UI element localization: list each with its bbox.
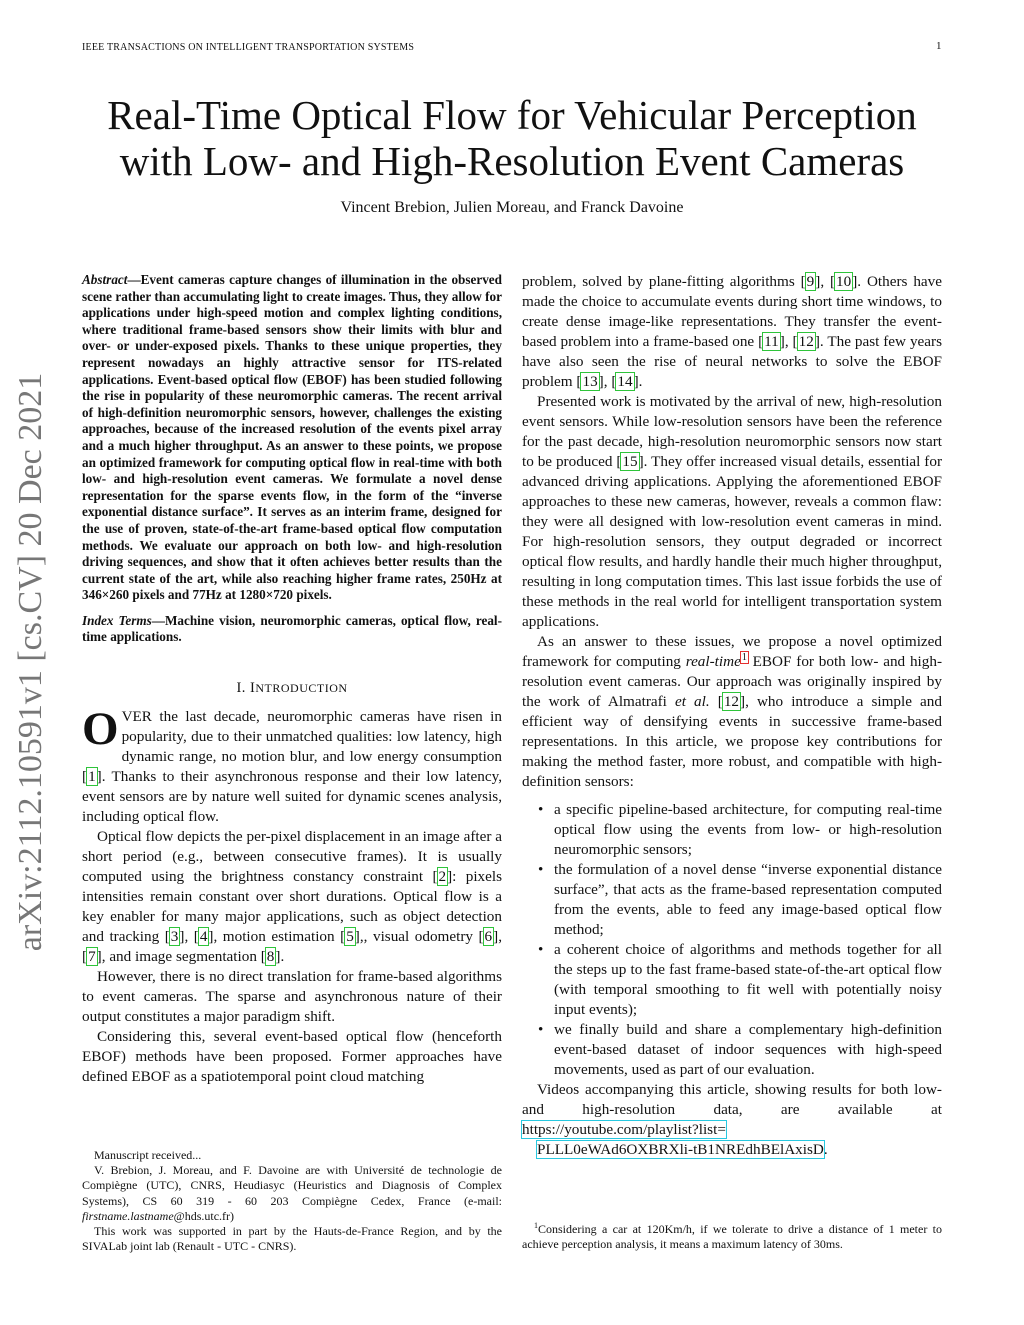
text-run: . — [638, 373, 643, 390]
left-footnotes — [82, 1148, 502, 1254]
citation-link[interactable]: 13 — [582, 373, 598, 390]
footnote-affiliation — [82, 1163, 502, 1224]
index-terms-text: —Machine vision, neuromorphic cameras, optical flow, real-time applications. — [82, 612, 502, 645]
text-run: problem, solved by plane-fitting algorithms — [522, 273, 801, 290]
text-run: , visual odometry — [363, 928, 479, 946]
footnote-mark: 1 — [534, 1221, 538, 1230]
citation-link[interactable]: 5 — [346, 928, 354, 946]
text-run: . Others have made the choice to accumulate events during short time windows, to create dense image-like representations. They transfer the event-based problem into a frame-based one — [522, 273, 942, 350]
page-number: 1 — [936, 40, 942, 52]
text-run: V. Brebion, J. Moreau, and F. Davoine are with Université de technologie de Compiègne (UTC), CNRS, Heudiasyc (Heuristics and Diagnosis of Complex Systems), CS 60 319 - 60 203 Compiègne Cedex, France (e-mail: — [82, 1163, 502, 1208]
section-rest: NTRODUCTION — [255, 681, 348, 696]
section-numeral: I. — [236, 680, 251, 697]
intro-paragraph-2: Optical flow depicts the per-pixel displacement in an image after a short period (e.g., between consecutive frames). It is usually computed using the brightness constancy constraint [2]: pixels intensities remain constant over short durations. Optical flow is a key enabler for many major applications, such as object detection and tracking [3], [4], motion estimation [5],, visual odometry [6], [7], and image segmentation [8]. — [82, 828, 503, 966]
text-run: et al. — [674, 693, 710, 710]
intro-paragraph-4: Considering this, several event-based optical flow (henceforth EBOF) methods have been proposed. Former approaches have defined EBOF as a spatiotemporal point cloud matching — [82, 1028, 502, 1086]
section-heading-introduction — [82, 678, 502, 698]
left-column — [82, 272, 502, 1087]
text-run: Videos accompanying this article, showing results for both low- and high-resolution data, are available at — [522, 1081, 942, 1118]
videos-paragraph — [522, 1080, 942, 1140]
contribution-item: • we finally build and share a complementary high-definition event-based dataset of indoor sequences with high-speed movements, used as part of our evaluation. — [554, 1020, 942, 1080]
videos-paragraph-end — [522, 1140, 942, 1160]
author-list: Vincent Brebion, Julien Moreau, and Franck Davoine — [340, 199, 684, 216]
text-run: . They offer increased visual details, essential for advanced driving applications. Applying the aforementioned EBOF approaches to these new cameras, however, reveals a common flaw: they were all designed with low-resolution event cameras in mind. For high-resolution sensors, they output degraded or incorrect optical flow results, and hardly handle their much higher throughput, resulting in long computation times. This last issue forbids the use of these methods in the real world for intelligent transportation system applications. — [522, 453, 942, 630]
text-run: . The past few years have also seen the rise of neural networks to solve the EBOF problem — [522, 333, 942, 390]
intro-paragraph-3: However, there is no direct translation for frame-based algorithms to event cameras. The sparse and asynchronous nature of their output constitutes a major paradigm shift. — [82, 968, 502, 1026]
citation-link[interactable]: 3 — [170, 928, 179, 946]
text-run: . Thanks to their asynchronous response and their low latency, event sensors are by nature well suited for dynamic scenes analysis, including optical flow. — [82, 768, 502, 826]
citation-link[interactable]: 10 — [836, 273, 852, 290]
text-run — [710, 693, 718, 710]
text-run: Optical flow depicts the per-pixel displacement in an image after a short period (e.g., between consecutive frames). It is usually computed using the brightness constancy constraint — [82, 828, 502, 886]
footnote-received: Manuscript received... — [94, 1148, 202, 1162]
abstract-text: —Event cameras capture changes of illumination in the observed scene rather than accumulating light to create images. Thus, they allow for applications under high-speed motion and complex lighting conditions, where traditional frame-based sensors show their limits with blur and over- or under-exposed pixels. Thanks to these unique properties, they represent nowadays an highly attractive sensor for ITS-related applications. Event-based optical flow (EBOF) has been studied following the rise in popularity of these neuromorphic cameras. The recent arrival of high-definition neuromorphic sensors, however, challenges the existing approaches, because of the increased resolution of the events pixel array and a much higher throughput. As an answer to these points, we propose an optimized framework for computing optical flow in real-time with both low- and high-resolution event cameras. We formulate a novel dense representation for the sparse events flow, in the form of the “inverse exponential distance surface”. It serves as an interim frame, designed for the use of proven, state-of-the-art frame-based optical flow computation methods. We evaluate our approach on both low- and high-resolution driving sequences, and show that it often achieves better results than the current state of the art, while also reaching higher frame rates, 250Hz at 346×260 pixels and 77Hz at 1280×720 pixels. — [82, 272, 502, 603]
citation-link[interactable]: 12 — [723, 693, 739, 710]
contribution-item: • a coherent choice of algorithms and methods together for all the steps up to the fast frame-based state-of-the-art optical flow (with temporal smoothing to fit well with potentially noisy input events); — [554, 940, 942, 1020]
citation-link[interactable]: 9 — [806, 273, 815, 290]
journal-header: IEEE TRANSACTIONS ON INTELLIGENT TRANSPORTATION SYSTEMS — [82, 42, 415, 53]
footnote-marker-link[interactable]: 1 — [741, 651, 747, 663]
arxiv-stamp — [3, 355, 59, 970]
text-run: @hds.utc.fr) — [173, 1208, 235, 1223]
text-run: , who introduce a simple and efficient way of densifying events in successive frame-based representations. In this article, we propose key contributions for making the method faster, more robust, and compatible with high-definition sensors: — [522, 693, 942, 790]
paper-title — [60, 92, 964, 184]
section-first-letter: I — [250, 680, 256, 697]
contribution-list — [522, 800, 942, 1080]
citation-link[interactable]: 8 — [266, 948, 275, 966]
text-run: , motion estimation — [213, 928, 341, 946]
title-line-2: with Low- and High-Resolution Event Cameras — [119, 138, 905, 184]
citation-link[interactable]: 4 — [199, 928, 208, 946]
text-run: , and image segmentation — [101, 948, 261, 966]
citation-link[interactable]: 7 — [88, 948, 96, 966]
abstract — [82, 272, 502, 604]
citation-link[interactable]: 6 — [484, 928, 493, 946]
right-paragraph-1: problem, solved by plane-fitting algorithms [9], [10]. Others have made the choice to accumulate events during short time windows, to create dense image-like representations. They transfer the event-based problem into a frame-based one [11], [12]. The past few years have also seen the rise of neural networks to solve the EBOF problem [13], [14]. — [522, 273, 942, 390]
text-run: real-time — [685, 653, 741, 670]
text-run: EBOF for both low- and high-resolution event cameras. Our approach was originally inspired by the work of Almatrafi — [522, 653, 943, 710]
arxiv-stamp-text: arXiv:2112.10591v1 [cs.CV] 20 Dec 2021 — [12, 372, 49, 952]
text-run: . — [280, 948, 285, 966]
text-run: VER the last decade, neuromorphic cameras have risen in popularity, due to their unmatched qualities: low latency, high dynamic range, no motion blur, and low energy consumption — [121, 708, 502, 766]
citation-link[interactable]: 15 — [622, 453, 638, 470]
title-line-1: Real-Time Optical Flow for Vehicular Perception — [107, 92, 917, 138]
right-paragraph-2: Presented work is motivated by the arrival of new, high-resolution event sensors. While low-resolution sensors have been the reference for the past decade, high-resolution neuromorphic sensors now start to be produced [15]. They offer increased visual details, essential for advanced driving applications. Applying the aforementioned EBOF approaches to these new cameras, however, reveals a common flaw: they were all designed with low-resolution event cameras in mind. For high-resolution sensors, they output degraded or incorrect optical flow results, and hardly handle their much higher throughput, resulting in long computation times. This last issue forbids the use of these methods in the real world for intelligent transportation system applications. — [522, 393, 942, 630]
citation-link[interactable]: 14 — [617, 373, 633, 390]
abstract-label: Abstract — [82, 272, 128, 287]
footnote-text: Considering a car at 120Km/h, if we tolerate to drive a distance of 1 meter to achieve perception analysis, it means a maximum latency of 30ms. — [522, 1222, 942, 1252]
right-column — [522, 272, 942, 1160]
drop-cap: O — [82, 703, 119, 756]
intro-paragraph-1: OVER the last decade, neuromorphic cameras have risen in popularity, due to their unmatched qualities: low latency, high dynamic range, no motion blur, and low energy consumption [1]. Thanks to their asynchronous response and their low latency, event sensors are by nature well suited for dynamic scenes analysis, including optical flow. — [82, 703, 502, 826]
citation-link[interactable]: 11 — [764, 333, 779, 350]
footnote-support: This work was supported in part by the Hauts-de-France Region, and by the SIVALab joint lab (Renault - UTC - CNRS). — [82, 1224, 502, 1254]
text-run: . — [823, 1141, 828, 1158]
youtube-playlist-link[interactable]: https://youtube.com/playlist?list= — [522, 1121, 726, 1138]
index-terms-label: Index Terms — [82, 612, 152, 628]
right-paragraph-3: As an answer to these issues, we propose a novel optimized framework for computing real-time$^1$ EBOF for both low- and high-resolution event cameras. Our approach was originally inspired by the work of Almatrafi et al. [12], who introduce a simple and efficient way of densifying events in successive frame-based representations. In this article, we propose key contributions for making the method faster, more robust, and compatible with high-definition sensors: — [522, 633, 943, 790]
right-footnote — [522, 1218, 942, 1252]
text-run: : pixels intensities remain constant over short durations. Optical flow is a key enabler for many major applications, such as object detection and tracking — [82, 868, 503, 946]
index-terms — [82, 613, 502, 646]
contribution-item: • the formulation of a novel dense “inverse exponential distance surface”, that acts as the frame-based representation computed from the events, able to feed any image-based optical flow method; — [554, 860, 942, 940]
youtube-playlist-link-cont[interactable]: PLLL0eWAd6OXBRXli-tB1NREdhBElAxisD — [537, 1141, 824, 1158]
text-run: firstname.lastname — [82, 1208, 174, 1223]
citation-link[interactable]: 1 — [88, 768, 96, 786]
contribution-item: • a specific pipeline-based architecture, for computing real-time optical flow using the events from low- or high-resolution neuromorphic sensors; — [554, 800, 942, 860]
citation-link[interactable]: 12 — [798, 333, 814, 350]
footnote-1 — [522, 1218, 942, 1252]
text-run: Presented work is motivated by the arrival of new, high-resolution event sensors. While low-resolution sensors have been the reference for the past decade, high-resolution neuromorphic sensors now start to be produced — [522, 393, 942, 470]
citation-link[interactable]: 2 — [438, 868, 447, 886]
text-run: As an answer to these issues, we propose a novel optimized framework for computing — [522, 633, 942, 670]
